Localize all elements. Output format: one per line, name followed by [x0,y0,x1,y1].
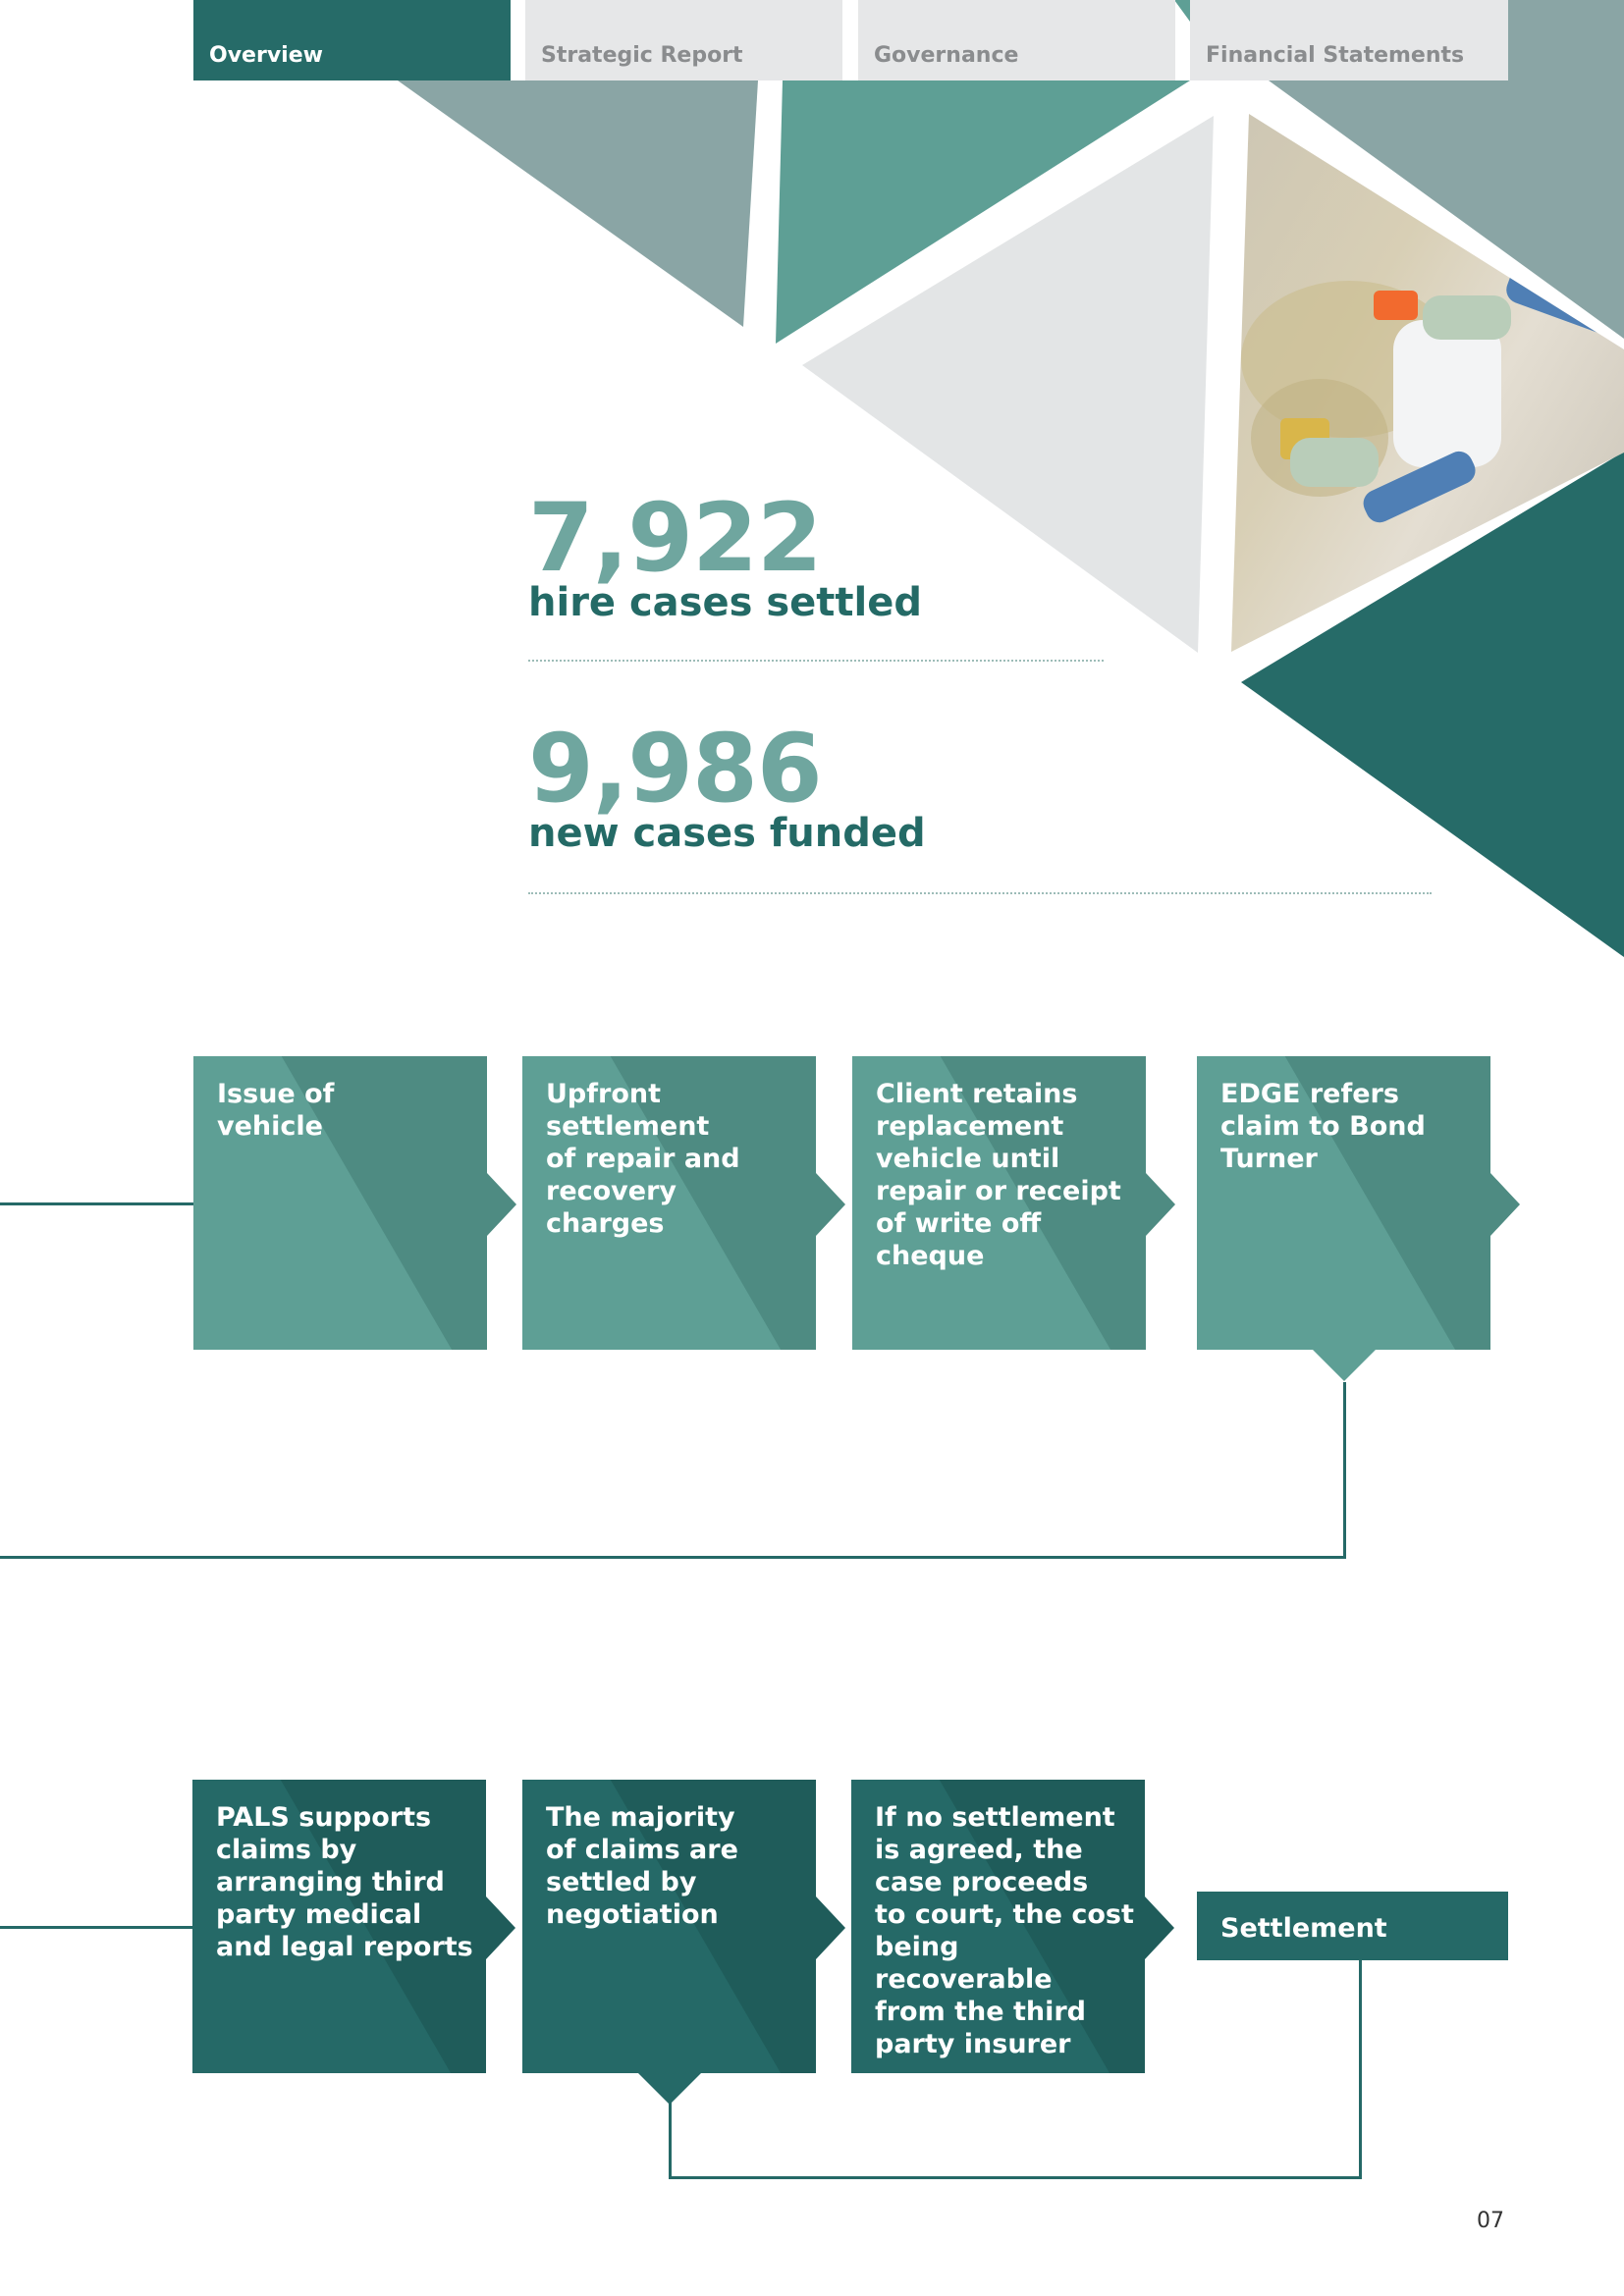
stat-label-hire-cases: hire cases settled [528,580,922,625]
stat-value-hire-cases: 7,922 [528,483,822,593]
connector-line [0,1556,1346,1559]
stat-label-new-cases: new cases funded [528,811,926,856]
flow-step-upfront-settlement [522,1056,816,1350]
teal-strip-top [1174,0,1190,22]
flow-step-client-retains-vehicle [852,1056,1146,1350]
flow-step-majority-settled [522,1780,816,2073]
flow-step-text: If no settlement is agreed, the case proceeds to court, the cost being recoverable from the third party insurer [875,1802,1134,2059]
connector-line [1343,1382,1346,1559]
flow-step-edge-refers-claim [1197,1056,1490,1350]
page-number: 07 [1477,2209,1504,2233]
connector-line [1359,1960,1362,2179]
connector-line [669,2101,672,2179]
tab-financial-statements[interactable]: Financial Statements [1190,0,1508,80]
gray-triangle-left [398,80,758,327]
flow-step-text: PALS supports claims by arranging third party medical and legal reports [216,1802,473,1962]
flow-step-text: Client retains replacement vehicle until repair or receipt of write off cheque [876,1079,1121,1271]
divider [528,660,1104,662]
flow-step-pals-supports-claims [192,1780,486,2073]
tab-strategic-report[interactable]: Strategic Report [525,0,842,80]
tab-governance[interactable]: Governance [858,0,1175,80]
arrow-right-icon [816,1173,845,1236]
connector-line [669,2176,1362,2179]
flow-step-issue-of-vehicle [193,1056,487,1350]
arrow-right-icon [1490,1173,1520,1236]
flow-step-court-proceeds [851,1780,1145,2073]
flow-step-text: Upfront settlement of repair and recovery charges [546,1079,740,1239]
connector-line [0,1202,193,1205]
divider [528,892,1432,894]
stat-value-new-cases: 9,986 [528,714,822,824]
settlement-box: Settlement [1197,1892,1508,1960]
arrow-right-icon [486,1896,515,1959]
arrow-down-icon [638,2073,701,2105]
flow-step-text: EDGE refers claim to Bond Turner [1220,1079,1426,1174]
connector-line [0,1926,192,1929]
arrow-right-icon [487,1173,516,1236]
flow-step-text: The majority of claims are settled by negotiation [546,1802,738,1930]
flow-step-text: Issue of vehicle [217,1079,335,1142]
tab-overview[interactable]: Overview [193,0,511,80]
arrow-right-icon [1145,1896,1174,1959]
arrow-down-icon [1313,1350,1376,1381]
arrow-right-icon [1146,1173,1175,1236]
arrow-right-icon [816,1896,845,1959]
